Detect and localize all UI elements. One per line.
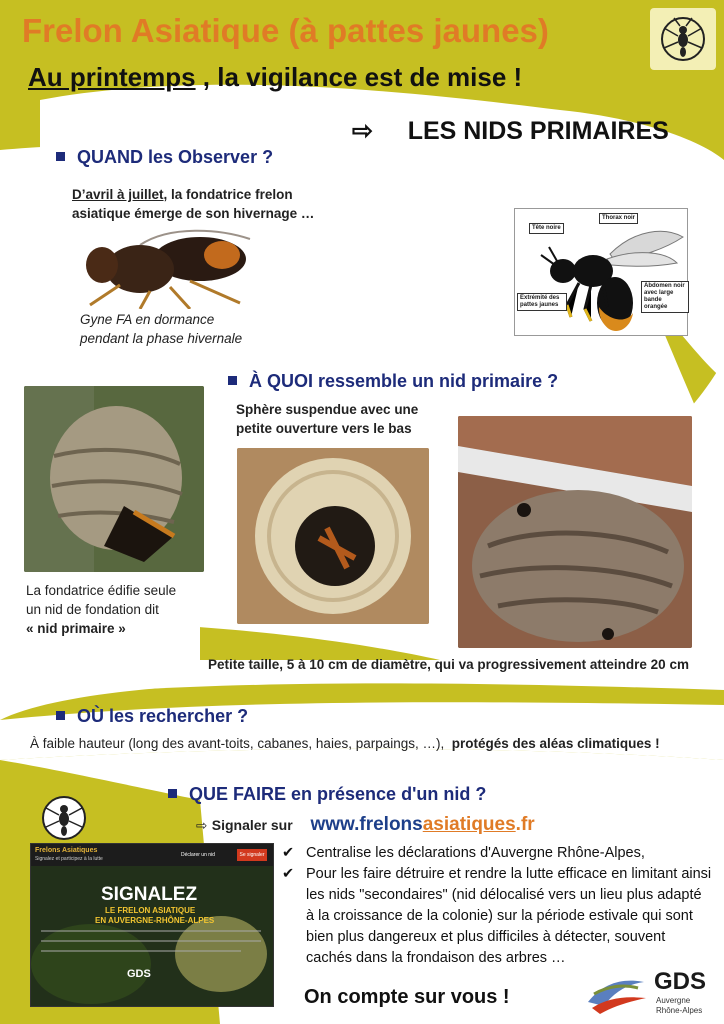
- hornet-logo-top: [650, 8, 716, 70]
- dormant-caption: [80, 310, 242, 348]
- page-subtitle: [28, 62, 522, 93]
- subtitle-rest: , la vigilance est de mise !: [195, 62, 523, 92]
- call-to-action: On compte sur vous !: [304, 986, 510, 1008]
- preview-text-line: [41, 940, 261, 942]
- hornet-icon: [36, 790, 92, 846]
- bullet-icon: [56, 152, 65, 161]
- subtitle-season: Au printemps: [28, 62, 196, 92]
- checkmark-icon: ✔: [282, 845, 295, 861]
- gds-region1: Auvergne: [656, 996, 691, 1005]
- label-legs: Extrémité des pattes jaunes: [517, 293, 567, 311]
- arrow-icon: ⇨: [352, 117, 373, 145]
- url-part3: .fr: [515, 814, 535, 835]
- bullet-icon: [168, 789, 177, 798]
- list-item: [282, 843, 712, 864]
- sphere-line1: Sphère suspendue avec une: [236, 402, 419, 417]
- hornet-logo-bottom: [36, 790, 92, 846]
- section-where-title: OÙ les rechercher ?: [77, 706, 249, 726]
- primary-nest-description: [26, 581, 176, 638]
- preview-brand: Frelons Asiatiques: [35, 847, 98, 854]
- gds-text: GDS: [654, 968, 707, 995]
- size-note: Petite taille, 5 à 10 cm de diamètre, qui va progressivement atteindre 20 cm: [208, 657, 689, 672]
- signal-line: [196, 814, 535, 836]
- where-plain: À faible hauteur (long des avant-toits, cabanes, haies, parpaings, …),: [30, 736, 445, 751]
- preview-headline: SIGNALEZ: [101, 884, 198, 905]
- caption-line2: pendant la phase hivernale: [80, 331, 243, 346]
- preview-text-line: [41, 930, 261, 932]
- signal-arrow-icon: ⇨: [196, 818, 208, 833]
- website-preview: [30, 843, 274, 1007]
- list-item: [282, 864, 712, 969]
- gds-region2: Rhône-Alpes: [656, 1006, 703, 1015]
- dormant-queen-photo: [80, 225, 252, 309]
- bullet-icon: [228, 376, 237, 385]
- where-bold: protégés des aléas climatiques !: [451, 736, 660, 751]
- nest-photo-left: [24, 386, 204, 572]
- primary-nests-heading: [352, 116, 669, 146]
- action-checklist: [282, 843, 712, 969]
- preview-nav-button: Se signaler: [237, 849, 267, 861]
- url-part1: www.frelons: [310, 814, 423, 835]
- section-where-heading: [56, 706, 248, 727]
- preview-brand-sub: Signalez et participez à la lutte: [35, 856, 103, 862]
- checkmark-icon: ✔: [282, 866, 295, 882]
- signal-label: Signaler sur: [211, 817, 293, 833]
- left-line2: un nid de fondation dit: [26, 602, 159, 617]
- sphere-description: [236, 400, 418, 438]
- hornet-anatomy-diagram: [514, 208, 688, 336]
- section-what-title: À QUOI ressemble un nid primaire ?: [249, 371, 559, 391]
- bullet-icon: [56, 711, 65, 720]
- check2-text: Pour les faire détruire et rendre la lutte efficace en limitant ainsi les nids "secondaires" (nid délocalisé vers un lieu plus adapté à la croissance de la colonie) sur la période estivale qui sont bien plus dangereux et plus difficiles à détecter, souvent cachés dans la frondaison des arbres …: [306, 866, 712, 966]
- url-part2: asiatiques: [422, 814, 516, 835]
- hornet-icon: [650, 8, 716, 70]
- section-what-heading: [228, 371, 558, 392]
- preview-subheadline1: LE FRELON ASIATIQUE: [105, 906, 196, 915]
- preview-subheadline2: EN AUVERGNE-RHÔNE-ALPES: [95, 916, 215, 925]
- where-text: [30, 734, 660, 753]
- section-action-title: QUE FAIRE en présence d'un nid ?: [189, 784, 487, 804]
- label-abdomen: Abdomen noir avec large bande orangée: [641, 281, 689, 313]
- sphere-line2: petite ouverture vers le bas: [236, 421, 412, 436]
- frelons-website-link[interactable]: [310, 814, 534, 835]
- nest-photo-right: [458, 416, 692, 648]
- preview-gds-logo: GDS: [127, 968, 151, 980]
- page-title: Frelon Asiatique (à pattes jaunes): [22, 12, 549, 49]
- when-line2: asiatique émerge de son hivernage …: [72, 206, 315, 221]
- section-when-heading: [56, 147, 273, 168]
- label-head: Tête noire: [529, 223, 564, 234]
- section-when-title: QUAND les Observer ?: [77, 147, 274, 167]
- primary-nests-label: LES NIDS PRIMAIRES: [407, 117, 669, 145]
- preview-nav-item: Déclarer un nid: [181, 852, 215, 858]
- preview-text-line: [41, 950, 241, 952]
- section-action-heading: [168, 784, 486, 805]
- left-line3: « nid primaire »: [26, 621, 126, 636]
- nest-photo-middle: [237, 448, 429, 624]
- left-line1: La fondatrice édifie seule: [26, 583, 177, 598]
- when-line1-rest: , la fondatrice frelon: [163, 187, 293, 202]
- gds-swoosh-icon: [584, 972, 650, 1016]
- check1-text: Centralise les déclarations d'Auvergne Rhône-Alpes,: [306, 845, 645, 861]
- section-when-text: [72, 185, 372, 223]
- when-dates: D’avril à juillet: [72, 187, 164, 202]
- gds-logo: [584, 968, 724, 1022]
- label-thorax: Thorax noir: [599, 213, 638, 224]
- caption-line1: Gyne FA en dormance: [80, 312, 215, 327]
- gds-region: [656, 996, 702, 1016]
